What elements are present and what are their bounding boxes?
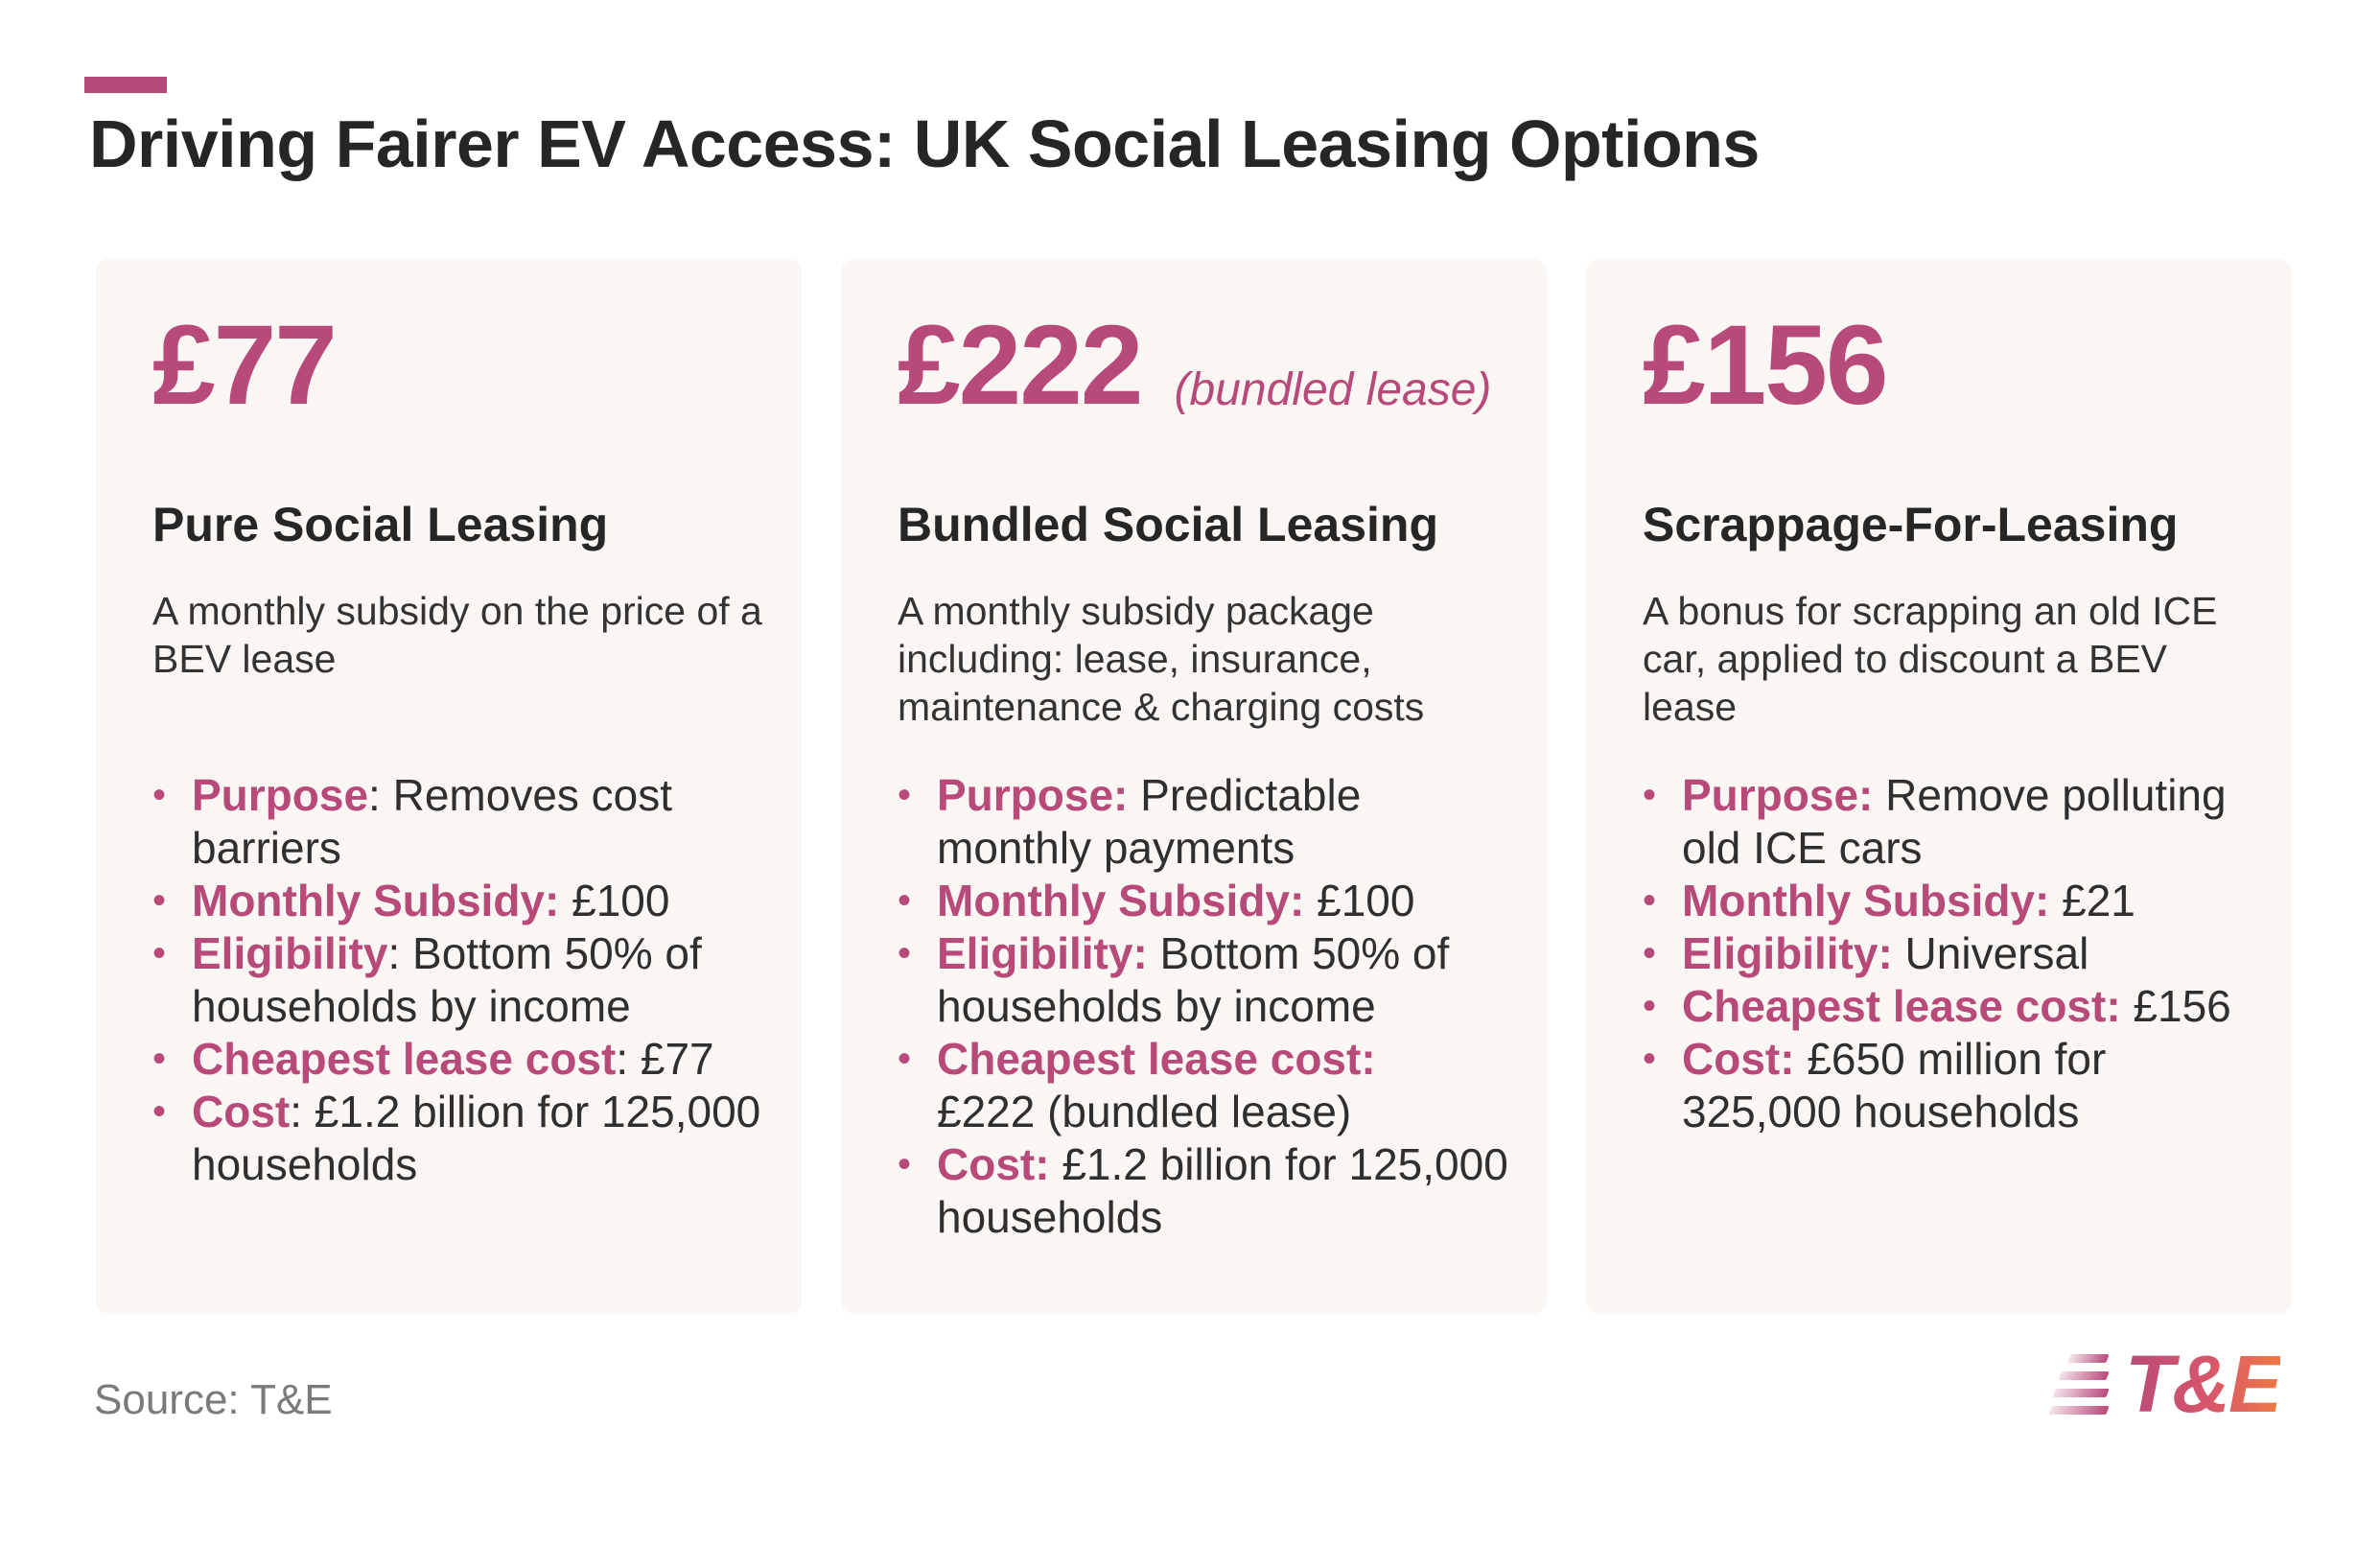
point-label: Eligibility: [1682,928,1893,978]
point-label: Cost: [1682,1034,1795,1084]
point-label: Monthly Subsidy: [192,876,560,925]
point-value: Universal [1892,928,2089,978]
price-row [1643,302,2292,429]
point-cost [898,1138,1511,1244]
point-label: Monthly Subsidy: [1682,876,2050,925]
key-points-list [1643,769,2256,1138]
point-eligibility [152,927,766,1033]
point-monthly-subsidy [898,875,1511,927]
point-separator: : [368,770,381,820]
price-value: £222 [898,302,1142,429]
point-cheapest-lease-cost [152,1033,766,1086]
title-accent-bar [84,77,167,93]
point-value: £21 [2049,876,2135,925]
card-title: Bundled Social Leasing [898,498,1438,551]
option-card-pure-social-leasing [96,259,802,1314]
point-label: Purpose: [1682,770,1874,820]
point-separator: : [616,1034,629,1084]
key-points-list [152,769,766,1191]
point-eligibility [898,927,1511,1033]
point-label: Cheapest lease cost: [937,1034,1376,1084]
point-value: £77 [628,1034,714,1084]
point-label: Eligibility [192,928,388,978]
point-label: Cost: [937,1139,1050,1189]
key-points-list [898,769,1511,1244]
point-purpose [898,769,1511,875]
source-note: Source: T&E [94,1376,333,1423]
point-value: Bottom 50% of households by income [192,928,702,1031]
point-separator: : [290,1087,303,1136]
option-card-scrappage-for-leasing [1586,259,2292,1314]
point-purpose [152,769,766,875]
logo-text: T&E [2125,1339,2280,1429]
point-value: Predictable monthly payments [937,770,1362,873]
price-note: (bundled lease) [1174,364,1492,415]
point-label: Cheapest lease cost: [1682,981,2121,1031]
price-row [898,302,1547,429]
point-value: Remove polluting old ICE cars [1682,770,2227,873]
logo-stripes-icon [2050,1352,2108,1416]
point-cheapest-lease-cost [1643,980,2256,1033]
point-value: £222 (bundled lease) [937,1087,1352,1136]
point-label: Cheapest lease cost [192,1034,617,1084]
te-logo [2050,1339,2280,1429]
point-value: Removes cost barriers [192,770,673,873]
price-row [152,302,802,429]
price-value: £156 [1643,302,1887,429]
point-value: £1.2 billion for 125,000 households [192,1087,761,1189]
point-eligibility [1643,927,2256,980]
options-cards [96,259,2292,1314]
option-card-bundled-social-leasing [841,259,1547,1314]
card-title: Pure Social Leasing [152,498,609,551]
point-label: Purpose [192,770,369,820]
point-monthly-subsidy [152,875,766,927]
page-title: Driving Fairer EV Access: UK Social Leasing Options [89,106,1760,181]
point-value: £156 [2120,981,2231,1031]
card-description: A monthly subsidy package including: lease, insurance, maintenance & charging costs [898,589,1425,729]
point-purpose [1643,769,2256,875]
point-separator: : [387,928,401,978]
point-cost [152,1086,766,1191]
point-cheapest-lease-cost [898,1033,1511,1138]
card-description: A monthly subsidy on the price of a BEV lease [152,589,762,681]
price-value: £77 [152,302,336,429]
point-value: £100 [559,876,670,925]
point-label: Purpose: [937,770,1129,820]
point-value: Bottom 50% of households by income [937,928,1450,1031]
card-title: Scrappage-For-Leasing [1643,498,2179,551]
point-value: £650 million for 325,000 households [1682,1034,2107,1136]
point-label: Monthly Subsidy: [937,876,1305,925]
point-monthly-subsidy [1643,875,2256,927]
card-description: A bonus for scrapping an old ICE car, applied to discount a BEV lease [1643,589,2218,729]
point-label: Cost [192,1087,291,1136]
point-cost [1643,1033,2256,1138]
point-value: £100 [1304,876,1415,925]
point-value: £1.2 billion for 125,000 households [937,1139,1508,1242]
point-label: Eligibility: [937,928,1148,978]
